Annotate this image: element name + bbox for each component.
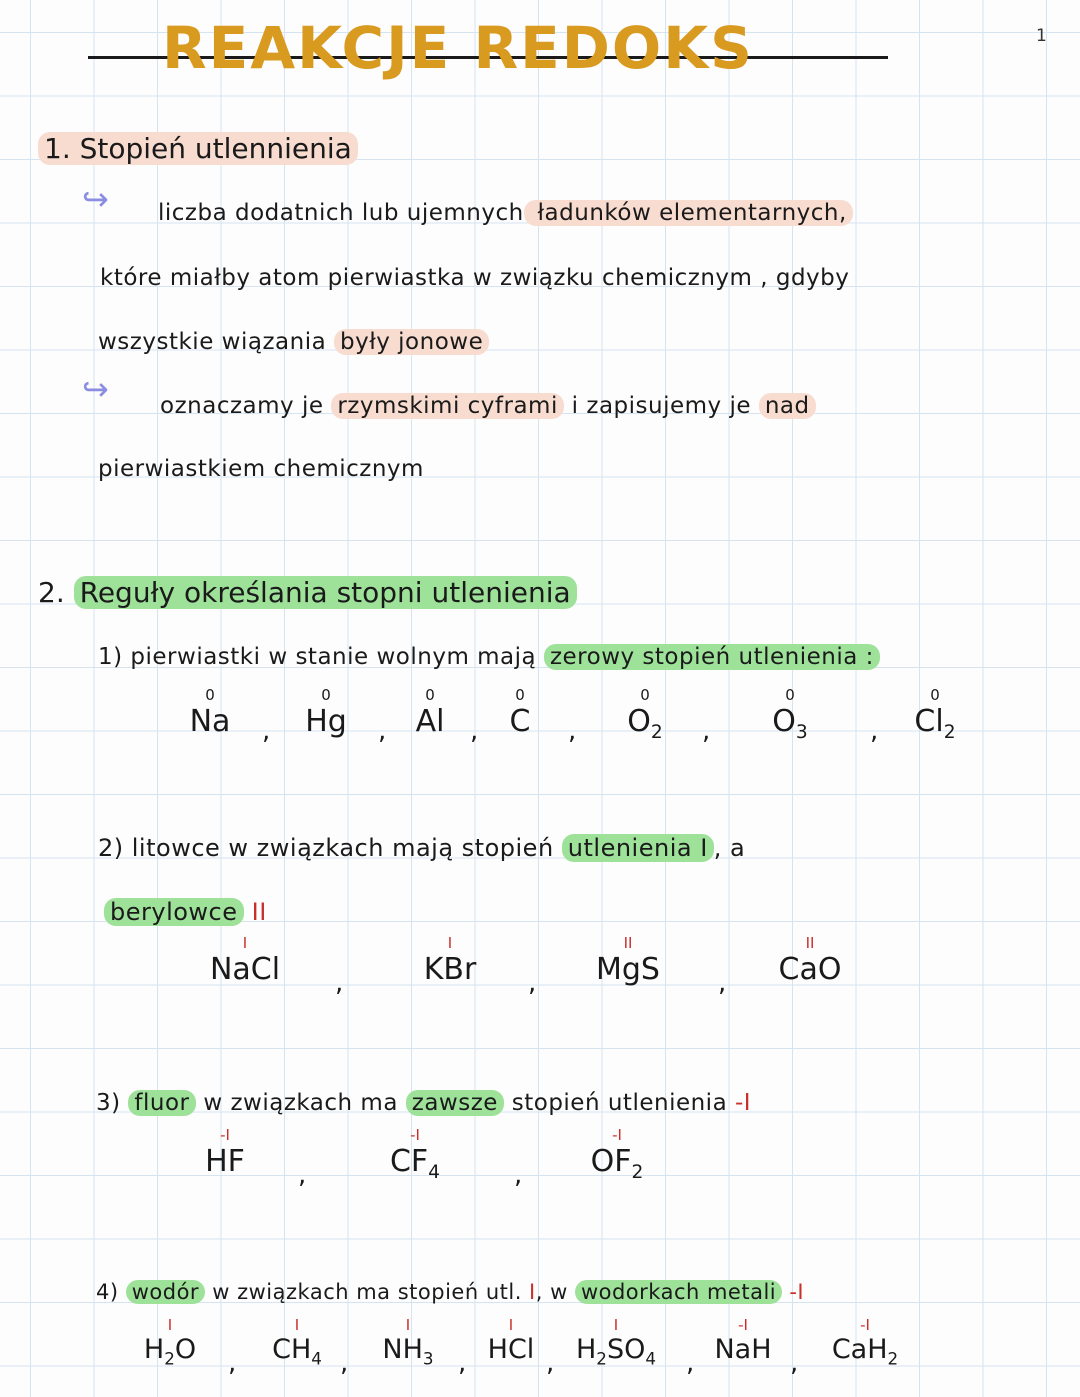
formula-rest: O [174,1334,197,1365]
formula-text: MgS [596,952,660,987]
rule2-highlight2: berylowce [104,898,244,926]
oxidation-state: 0 [515,686,525,704]
comma: , [528,968,537,998]
oxidation-state: I [508,1316,514,1334]
formula-hf [195,1128,255,1179]
formula-subscript: 4 [428,1162,441,1183]
formula-al [400,688,460,739]
line3-part1: wszystkie wiązania [98,329,334,355]
formula-subscript: 2 [631,1162,644,1183]
comma: , [228,1348,237,1378]
comma: , [470,716,479,746]
formula-text: CaH [831,1334,888,1365]
section1-line2: które miałby atom pierwiastka w związku chemicznym , gdyby [100,265,850,291]
rule1-highlight: zerowy stopień utlenienia : [544,644,880,670]
formula-text: KBr [423,952,477,987]
formula-text: Al [415,704,445,739]
formula-subscript: 2 [650,722,663,743]
rule3-tail: stopień utlenienia [503,1090,735,1116]
rule2-highlight: utlenienia I [562,834,714,862]
section2-number: 2. [38,576,74,609]
rule3-formulas [0,1128,1080,1192]
rule4-body: w związkach ma stopień utl. [205,1280,530,1304]
formula-nh3 [372,1318,444,1368]
rule3-highlight2: zawsze [406,1090,504,1116]
comma: , [546,1348,555,1378]
rule4-roman1: I [529,1280,536,1304]
oxidation-state: I [447,934,453,952]
comma: , [262,716,271,746]
formula-text: C [509,704,531,739]
line1-part1: liczba dodatnich lub [158,200,407,226]
formula-na [180,688,240,739]
formula-kbr [400,936,500,987]
rule2-roman: II [251,898,267,926]
formula-text: NaH [714,1334,772,1365]
rule3-text [96,1090,751,1116]
formula-text: CF [389,1144,429,1179]
oxidation-state: 0 [930,686,940,704]
oxidation-state: -I [860,1316,870,1334]
formula-text: HF [205,1144,245,1179]
comma: , [686,1348,695,1378]
rule4-formulas [0,1318,1080,1382]
comma: , [340,1348,349,1378]
rule3-highlight1: fluor [128,1090,195,1116]
section2-heading-text: Reguły określania stopni utlenienia [74,576,577,609]
formula-cah2 [820,1318,910,1368]
formula-hcl [476,1318,546,1365]
oxidation-state: I [167,1316,173,1334]
oxidation-state: -I [220,1126,230,1144]
section1-line5: pierwiastkiem chemicznym [98,456,424,482]
rule4-roman2: -I [789,1280,805,1304]
comma: , [378,716,387,746]
oxidation-state: 0 [640,686,650,704]
oxidation-state: I [294,1316,300,1334]
formula-text: O [772,704,796,739]
line4-highlight1: rzymskimi cyframi [331,393,564,419]
rule3-number: 3) [96,1090,129,1116]
line4-part3: i zapisujemy je [563,393,759,419]
formula-nah [704,1318,782,1365]
formula-text: H [575,1334,597,1365]
line4-highlight2: nad [759,393,816,419]
formula-o2 [610,688,680,743]
formula-ch4 [262,1318,332,1368]
rule1-formulas [0,688,1080,758]
oxidation-state: 0 [785,686,795,704]
formula-mgs [578,936,678,987]
section1-heading [38,132,358,165]
comma: , [870,716,879,746]
formula-hg [296,688,356,739]
formula-of2 [582,1128,652,1183]
comma: , [458,1348,467,1378]
line1-part2: ujemnych [406,200,524,226]
rule4-mid: , w [535,1280,575,1304]
rule1-body: 1) pierwiastki w stanie wolnym mają [98,644,544,670]
oxidation-state: I [613,1316,619,1334]
formula-subscript: 2 [596,1348,607,1369]
rule4-highlight2: wodorkach metali [575,1280,782,1304]
rule3-roman: -I [734,1090,752,1116]
formula-text: H [143,1334,165,1365]
formula-subscript: 3 [422,1348,434,1369]
formula-o3 [755,688,825,743]
section1-line3 [98,329,489,355]
oxidation-state: -I [738,1316,748,1334]
formula-text: Na [189,704,231,739]
formula-cf4 [380,1128,450,1183]
oxidation-state: 0 [321,686,331,704]
rule1-text [98,644,880,670]
rule2-formulas [0,936,1080,1006]
formula-c [495,688,545,739]
formula-text: Cl [914,704,944,739]
oxidation-state: -I [410,1126,420,1144]
section1-line1 [158,200,853,226]
comma: , [718,968,727,998]
rule2-text [98,834,745,862]
formula-subscript: 2 [943,722,956,743]
comma: , [702,716,711,746]
formula-text: NH [382,1334,423,1365]
rule3-body: w związkach ma [195,1090,406,1116]
page-number: 1 [1036,26,1047,46]
rule4-text [96,1280,804,1304]
formula-text: O [627,704,651,739]
section1-heading-text: 1. Stopień utlennienia [38,132,358,165]
comma: , [790,1348,799,1378]
formula-rest: SO [606,1334,646,1365]
page-title: REAKCJE REDOKS [162,14,754,82]
comma: , [514,1160,523,1190]
oxidation-state: II [623,934,633,952]
formula-cao [760,936,860,987]
formula-text: CH [272,1334,312,1365]
line3-highlight: były jonowe [334,329,489,355]
oxidation-state: 0 [425,686,435,704]
line4-part1: oznaczamy je [160,393,332,419]
comma: , [335,968,344,998]
oxidation-state: I [242,934,248,952]
oxidation-state: -I [612,1126,622,1144]
formula-text: HCl [487,1334,535,1365]
formula-subscript: 2 [164,1348,175,1369]
comma: , [298,1160,307,1190]
formula-text: Hg [305,704,347,739]
formula-text: OF [590,1144,632,1179]
formula-h2o [130,1318,210,1368]
rule2-line2 [104,898,267,926]
formula-subscript: 4 [645,1348,656,1369]
formula-text: CaO [778,952,842,987]
rule2-tail: , a [713,834,746,862]
rule2-body: 2) litowce w związkach mają stopień [98,834,562,862]
formula-subscript: 4 [311,1348,322,1369]
formula-h2so4 [566,1318,666,1368]
formula-subscript: 3 [795,722,808,743]
section2-heading [38,576,577,609]
formula-text: NaCl [209,952,281,987]
formula-subscript: 2 [887,1348,899,1369]
line1-highlight: ładunków elementarnych, [524,200,853,226]
comma: , [568,716,577,746]
curved-arrow-icon: ↪ [82,370,109,408]
formula-nacl [195,936,295,987]
oxidation-state: I [405,1316,411,1334]
curved-arrow-icon: ↪ [82,180,109,218]
oxidation-state: II [805,934,815,952]
rule4-highlight1: wodór [126,1280,205,1304]
section1-line4 [160,393,816,419]
rule4-number: 4) [96,1280,126,1304]
oxidation-state: 0 [205,686,215,704]
formula-cl2 [900,688,970,743]
